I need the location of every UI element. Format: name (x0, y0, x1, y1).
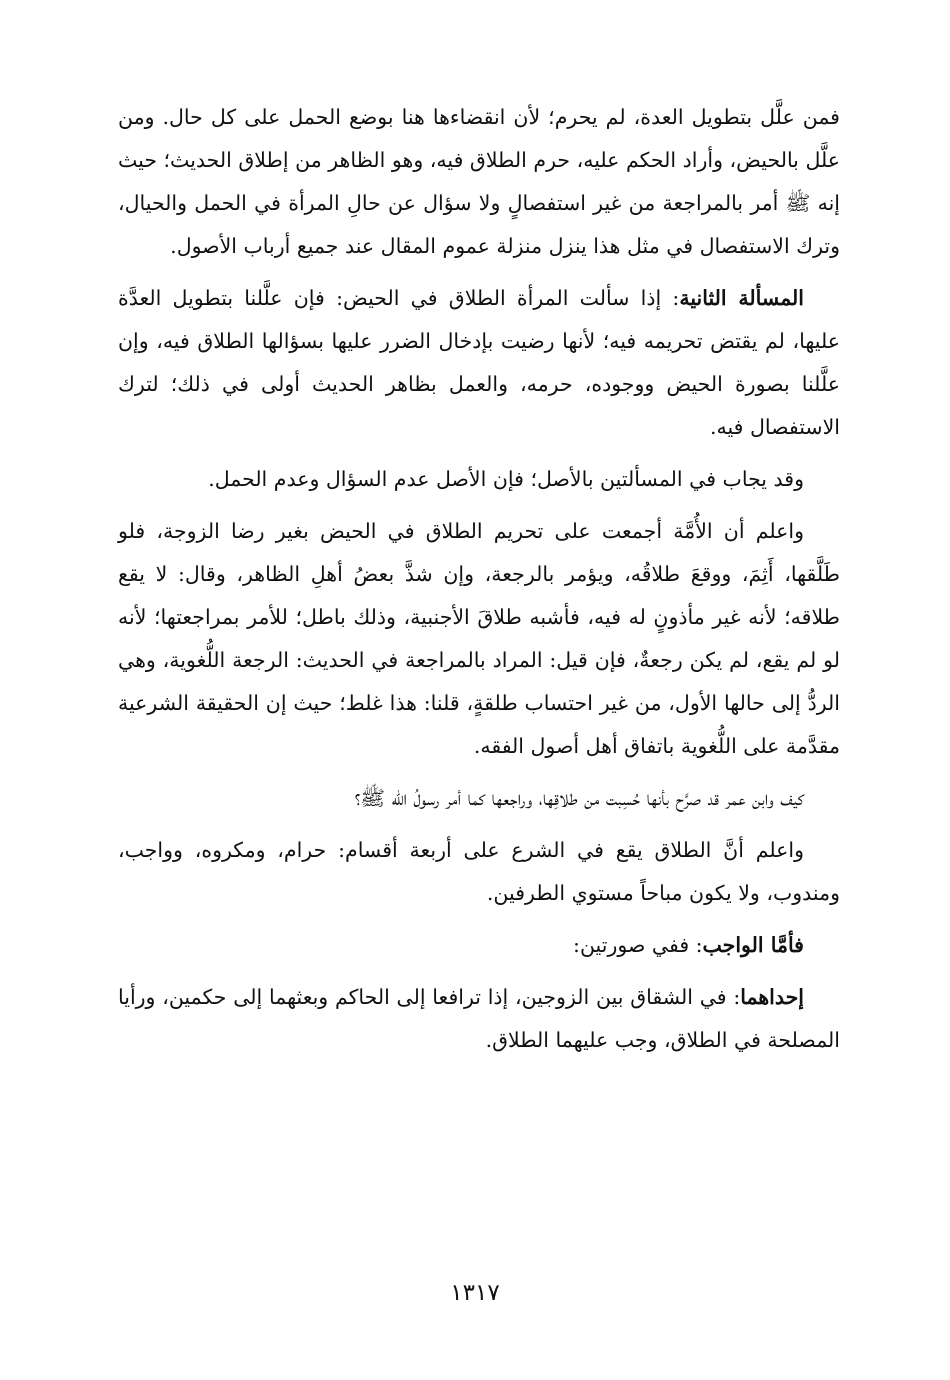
paragraph-2 (118, 277, 840, 449)
paragraph-2-text: : إذا سألت المرأة الطلاق في الحيض: فإن علَّلنا بتطويل العدَّة عليها، لم يقتض تحريمه فيه؛ لأنها رضيت بإدخال الضرر عليها بسؤالها الطلاق فيه، وإن علَّلنا بصورة الحيض ووجوده، حرمه، والعمل بظاهر الحديث أولى في ذلك؛ لترك الاستفصال فيه. (118, 286, 840, 439)
paragraph-7-text: : ففي صورتين: (573, 933, 703, 957)
paragraph-7 (118, 924, 840, 967)
paragraph-5 (118, 777, 840, 820)
paragraph-8-lead: إحداهما (740, 985, 804, 1009)
paragraph-8-text: : في الشقاق بين الزوجين، إذا ترافعا إلى الحاكم وبعثهما إلى حكمين، ورأيا المصلحة في الطلاق، وجب عليهما الطلاق. (118, 985, 840, 1052)
paragraph-7-lead: فأمَّا الواجب (702, 933, 804, 957)
paragraph-4 (118, 510, 840, 768)
paragraph-3 (118, 458, 840, 501)
paragraph-4-text: واعلم أن الأُمَّة أجمعت على تحريم الطلاق في الحيض بغير رضا الزوجة، فلو طَلَّقها، أَثِمَ، ووقعَ طلاقُه، ويؤمر بالرجعة، وإن شذَّ بعضُ أهلِ الظاهر، وقال: لا يقع طلاقه؛ لأنه غير مأذونٍ له فيه، فأشبه طلاقَ الأجنبية، وذلك باطل؛ للأمر بمراجعتها؛ لأنه لو لم يقع، لم يكن رجعةٌ، فإن قيل: المراد بالمراجعة في الحديث: الرجعة اللُّغوية، وهي الردُّ إلى حالها الأول، من غير احتساب طلقةٍ، قلنا: هذا غلط؛ حيث إن الحقيقة الشرعية مقدَّمة على اللُّغوية باتفاق أهل أصول الفقه. (118, 519, 840, 758)
paragraph-1 (118, 96, 840, 268)
paragraph-1-text: فمن علَّل بتطويل العدة، لم يحرم؛ لأن انقضاءها هنا بوضع الحمل على كل حال. ومن علَّل بالحيض، وأراد الحكم عليه، حرم الطلاق فيه، وهو الظاهر من إطلاق الحديث؛ حيث إنه ﷺ أمر بالمراجعة من غير استفصالٍ ولا سؤال عن حالِ المرأة في الحمل والحيال، وترك الاستفصال في مثل هذا ينزل منزلة عموم المقال عند جميع أرباب الأصول. (118, 105, 840, 258)
paragraph-8 (118, 976, 840, 1062)
page-text-block (118, 96, 840, 1071)
paragraph-2-lead: المسألة الثانية (679, 286, 804, 310)
paragraph-6 (118, 829, 840, 915)
paragraph-3-text: وقد يجاب في المسألتين بالأصل؛ فإن الأصل عدم السؤال وعدم الحمل. (208, 467, 804, 491)
paragraph-6-text: واعلم أنَّ الطلاق يقع في الشرع على أربعة أقسام: حرام، ومكروه، وواجب، ومندوب، ولا يكون مباحاً مستوي الطرفين. (118, 838, 840, 905)
page-number: ١٣١٧ (450, 1280, 500, 1306)
paragraph-5-text: كيف وابن عمر قد صرَّح بأنها حُسِبت من طلاقِها، وراجعها كما أمر رسولُ الله ﷺ؟ (354, 786, 804, 810)
